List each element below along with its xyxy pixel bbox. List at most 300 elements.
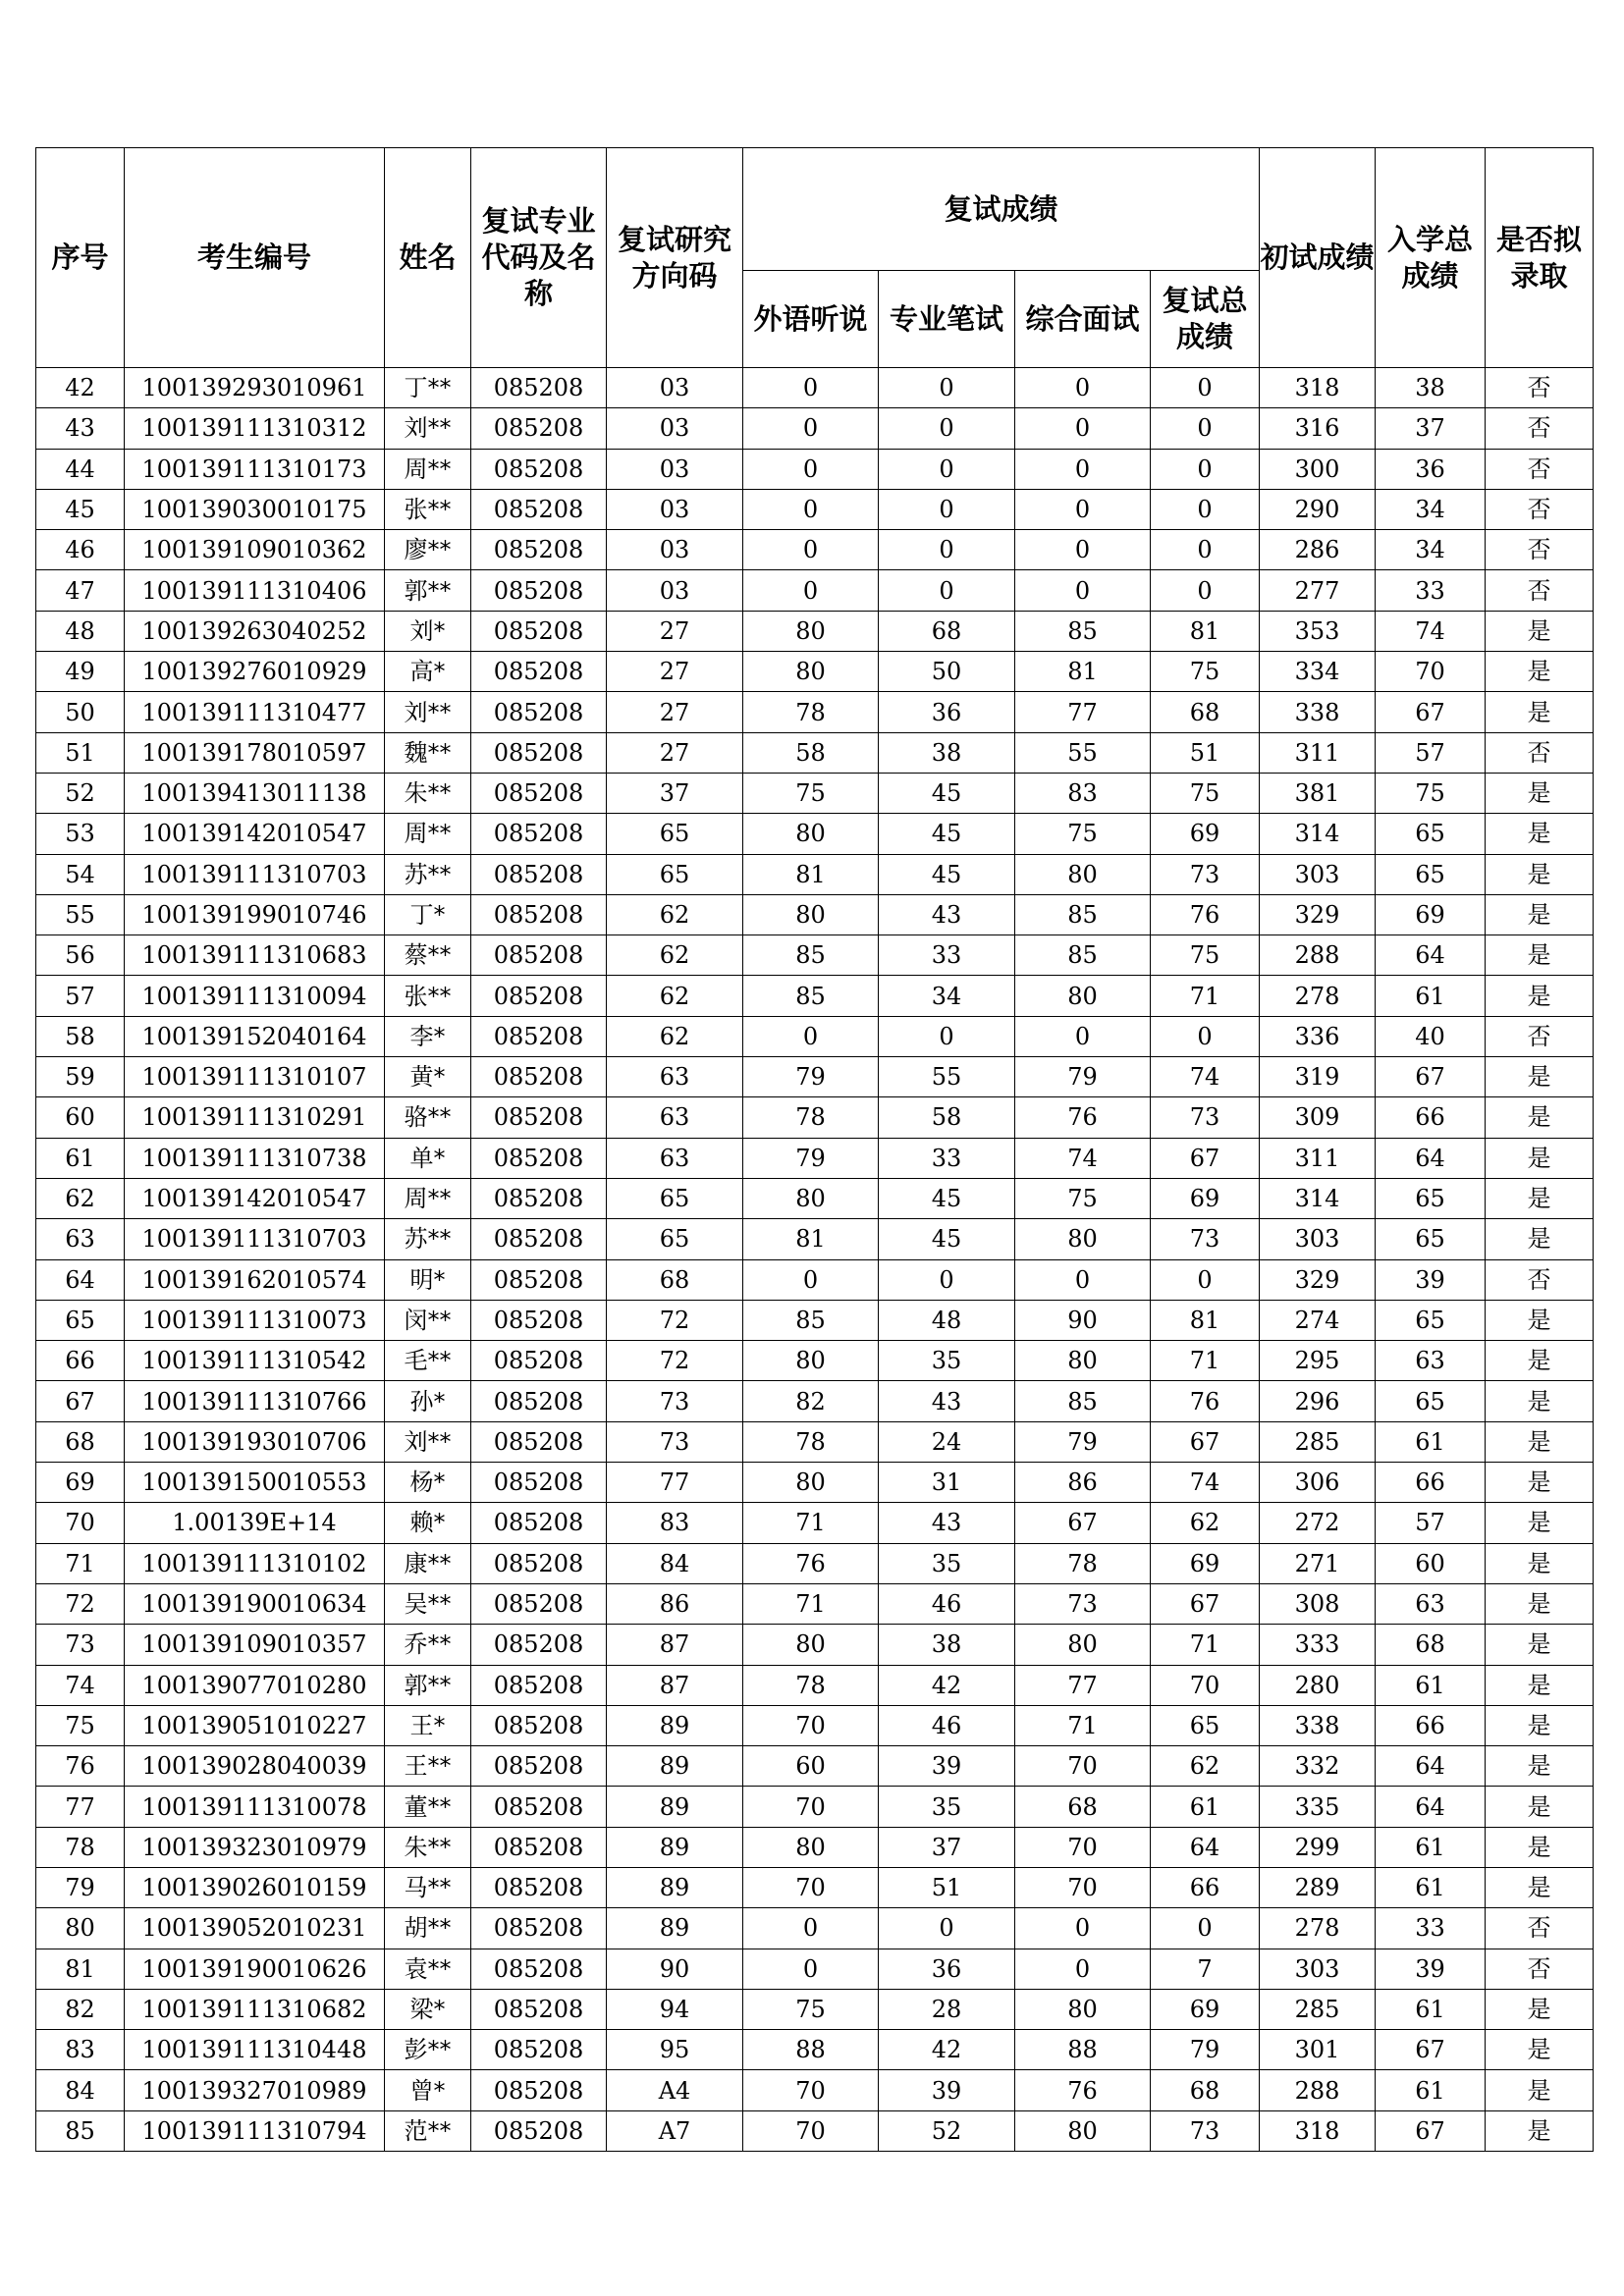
cell-seq: 62 xyxy=(36,1178,125,1218)
cell-admit: 是 xyxy=(1486,894,1594,934)
cell-total-score: 33 xyxy=(1376,570,1486,611)
cell-admit: 是 xyxy=(1486,1097,1594,1138)
cell-retest-total: 69 xyxy=(1151,1543,1260,1583)
cell-retest-total: 73 xyxy=(1151,854,1260,894)
cell-exam-id: 1.00139E+14 xyxy=(125,1503,385,1543)
cell-direction-code: 95 xyxy=(607,2030,743,2070)
cell-seq: 50 xyxy=(36,692,125,732)
table-row xyxy=(36,611,1594,651)
cell-major-code: 085208 xyxy=(471,449,607,489)
cell-admit: 是 xyxy=(1486,1583,1594,1624)
table-row xyxy=(36,854,1594,894)
cell-major-code: 085208 xyxy=(471,814,607,854)
cell-name: 马** xyxy=(385,1867,471,1907)
cell-major-code: 085208 xyxy=(471,1949,607,1989)
cell-name: 董** xyxy=(385,1787,471,1827)
cell-written: 52 xyxy=(879,2110,1015,2151)
cell-written: 33 xyxy=(879,1138,1015,1178)
cell-interview: 76 xyxy=(1015,1097,1151,1138)
cell-major-code: 085208 xyxy=(471,773,607,813)
cell-written: 0 xyxy=(879,570,1015,611)
cell-total-score: 63 xyxy=(1376,1583,1486,1624)
cell-interview: 73 xyxy=(1015,1583,1151,1624)
cell-interview: 81 xyxy=(1015,652,1151,692)
cell-total-score: 39 xyxy=(1376,1259,1486,1300)
cell-direction-code: 62 xyxy=(607,894,743,934)
cell-major-code: 085208 xyxy=(471,1381,607,1421)
cell-written: 35 xyxy=(879,1543,1015,1583)
cell-direction-code: 90 xyxy=(607,1949,743,1989)
cell-seq: 58 xyxy=(36,1016,125,1056)
table-row xyxy=(36,2110,1594,2151)
cell-exam-id: 100139111310703 xyxy=(125,854,385,894)
cell-interview: 0 xyxy=(1015,368,1151,408)
cell-initial-score: 285 xyxy=(1260,1421,1376,1462)
cell-listening: 79 xyxy=(743,1138,879,1178)
cell-interview: 71 xyxy=(1015,1705,1151,1745)
cell-initial-score: 314 xyxy=(1260,1178,1376,1218)
table-row xyxy=(36,368,1594,408)
cell-retest-total: 7 xyxy=(1151,1949,1260,1989)
cell-admit: 是 xyxy=(1486,1178,1594,1218)
cell-written: 43 xyxy=(879,1503,1015,1543)
cell-interview: 0 xyxy=(1015,570,1151,611)
table-row xyxy=(36,1138,1594,1178)
cell-total-score: 65 xyxy=(1376,1219,1486,1259)
table-row xyxy=(36,1867,1594,1907)
cell-major-code: 085208 xyxy=(471,2110,607,2151)
cell-direction-code: 03 xyxy=(607,530,743,570)
cell-seq: 85 xyxy=(36,2110,125,2151)
table-row xyxy=(36,1543,1594,1583)
cell-name: 袁** xyxy=(385,1949,471,1989)
cell-retest-total: 0 xyxy=(1151,1016,1260,1056)
cell-major-code: 085208 xyxy=(471,1259,607,1300)
cell-major-code: 085208 xyxy=(471,652,607,692)
cell-exam-id: 100139323010979 xyxy=(125,1827,385,1867)
cell-listening: 0 xyxy=(743,1016,879,1056)
cell-admit: 是 xyxy=(1486,692,1594,732)
cell-total-score: 64 xyxy=(1376,935,1486,976)
cell-interview: 74 xyxy=(1015,1138,1151,1178)
cell-total-score: 61 xyxy=(1376,2070,1486,2110)
cell-retest-total: 71 xyxy=(1151,976,1260,1016)
cell-listening: 80 xyxy=(743,1827,879,1867)
cell-listening: 70 xyxy=(743,1705,879,1745)
cell-direction-code: 89 xyxy=(607,1787,743,1827)
cell-interview: 80 xyxy=(1015,976,1151,1016)
cell-major-code: 085208 xyxy=(471,1787,607,1827)
cell-direction-code: A7 xyxy=(607,2110,743,2151)
cell-total-score: 60 xyxy=(1376,1543,1486,1583)
cell-seq: 56 xyxy=(36,935,125,976)
cell-direction-code: 77 xyxy=(607,1463,743,1503)
cell-admit: 是 xyxy=(1486,1463,1594,1503)
cell-exam-id: 100139111310291 xyxy=(125,1097,385,1138)
cell-written: 38 xyxy=(879,732,1015,773)
cell-seq: 83 xyxy=(36,2030,125,2070)
cell-total-score: 65 xyxy=(1376,1178,1486,1218)
cell-direction-code: 72 xyxy=(607,1341,743,1381)
header-seq: 序号 xyxy=(36,148,125,368)
table-row xyxy=(36,530,1594,570)
cell-admit: 是 xyxy=(1486,2110,1594,2151)
cell-written: 43 xyxy=(879,1381,1015,1421)
cell-retest-total: 79 xyxy=(1151,2030,1260,2070)
cell-initial-score: 271 xyxy=(1260,1543,1376,1583)
cell-initial-score: 329 xyxy=(1260,1259,1376,1300)
cell-direction-code: 89 xyxy=(607,1908,743,1949)
cell-written: 0 xyxy=(879,530,1015,570)
cell-admit: 是 xyxy=(1486,1138,1594,1178)
cell-name: 朱** xyxy=(385,773,471,813)
cell-initial-score: 333 xyxy=(1260,1625,1376,1665)
cell-exam-id: 100139028040039 xyxy=(125,1746,385,1787)
cell-direction-code: 27 xyxy=(607,692,743,732)
cell-seq: 77 xyxy=(36,1787,125,1827)
table-row xyxy=(36,1097,1594,1138)
table-row xyxy=(36,1016,1594,1056)
cell-major-code: 085208 xyxy=(471,732,607,773)
cell-retest-total: 0 xyxy=(1151,368,1260,408)
cell-exam-id: 100139111310703 xyxy=(125,1219,385,1259)
cell-total-score: 64 xyxy=(1376,1746,1486,1787)
cell-total-score: 57 xyxy=(1376,732,1486,773)
cell-exam-id: 100139293010961 xyxy=(125,368,385,408)
cell-major-code: 085208 xyxy=(471,530,607,570)
cell-name: 闵** xyxy=(385,1300,471,1340)
table-row xyxy=(36,814,1594,854)
cell-direction-code: 87 xyxy=(607,1625,743,1665)
cell-listening: 78 xyxy=(743,1421,879,1462)
cell-major-code: 085208 xyxy=(471,1178,607,1218)
cell-name: 周** xyxy=(385,1178,471,1218)
cell-retest-total: 66 xyxy=(1151,1867,1260,1907)
cell-written: 31 xyxy=(879,1463,1015,1503)
table-row xyxy=(36,652,1594,692)
table-row xyxy=(36,1787,1594,1827)
cell-total-score: 65 xyxy=(1376,1300,1486,1340)
cell-retest-total: 69 xyxy=(1151,814,1260,854)
cell-initial-score: 332 xyxy=(1260,1746,1376,1787)
cell-major-code: 085208 xyxy=(471,570,607,611)
cell-name: 吴** xyxy=(385,1583,471,1624)
cell-exam-id: 100139109010357 xyxy=(125,1625,385,1665)
cell-interview: 75 xyxy=(1015,1178,1151,1218)
cell-major-code: 085208 xyxy=(471,1827,607,1867)
cell-listening: 71 xyxy=(743,1503,879,1543)
cell-name: 梁* xyxy=(385,1989,471,2029)
cell-written: 39 xyxy=(879,2070,1015,2110)
cell-interview: 0 xyxy=(1015,1908,1151,1949)
cell-written: 37 xyxy=(879,1827,1015,1867)
cell-major-code: 085208 xyxy=(471,1583,607,1624)
cell-retest-total: 65 xyxy=(1151,1705,1260,1745)
cell-retest-total: 74 xyxy=(1151,1463,1260,1503)
cell-major-code: 085208 xyxy=(471,1543,607,1583)
cell-name: 刘** xyxy=(385,1421,471,1462)
cell-exam-id: 100139111310766 xyxy=(125,1381,385,1421)
cell-name: 曾* xyxy=(385,2070,471,2110)
cell-listening: 88 xyxy=(743,2030,879,2070)
cell-interview: 85 xyxy=(1015,935,1151,976)
cell-retest-total: 71 xyxy=(1151,1625,1260,1665)
cell-seq: 47 xyxy=(36,570,125,611)
cell-name: 范** xyxy=(385,2110,471,2151)
cell-total-score: 65 xyxy=(1376,1381,1486,1421)
cell-exam-id: 100139111310094 xyxy=(125,976,385,1016)
cell-retest-total: 75 xyxy=(1151,773,1260,813)
cell-listening: 80 xyxy=(743,1341,879,1381)
cell-major-code: 085208 xyxy=(471,1421,607,1462)
cell-direction-code: 27 xyxy=(607,732,743,773)
cell-exam-id: 100139111310173 xyxy=(125,449,385,489)
cell-written: 0 xyxy=(879,1016,1015,1056)
cell-major-code: 085208 xyxy=(471,1341,607,1381)
cell-retest-total: 70 xyxy=(1151,1665,1260,1705)
cell-total-score: 61 xyxy=(1376,1665,1486,1705)
cell-total-score: 75 xyxy=(1376,773,1486,813)
cell-initial-score: 316 xyxy=(1260,408,1376,449)
cell-written: 0 xyxy=(879,1259,1015,1300)
cell-initial-score: 381 xyxy=(1260,773,1376,813)
table-row xyxy=(36,449,1594,489)
cell-admit: 否 xyxy=(1486,449,1594,489)
table-row xyxy=(36,1341,1594,1381)
cell-major-code: 085208 xyxy=(471,1705,607,1745)
cell-total-score: 67 xyxy=(1376,1057,1486,1097)
cell-name: 蔡** xyxy=(385,935,471,976)
cell-initial-score: 288 xyxy=(1260,2070,1376,2110)
cell-seq: 44 xyxy=(36,449,125,489)
cell-listening: 80 xyxy=(743,894,879,934)
cell-name: 明* xyxy=(385,1259,471,1300)
cell-seq: 65 xyxy=(36,1300,125,1340)
table-row xyxy=(36,1827,1594,1867)
cell-admit: 是 xyxy=(1486,1827,1594,1867)
cell-admit: 是 xyxy=(1486,1867,1594,1907)
table-row xyxy=(36,1421,1594,1462)
cell-exam-id: 100139111310078 xyxy=(125,1787,385,1827)
cell-major-code: 085208 xyxy=(471,692,607,732)
cell-total-score: 66 xyxy=(1376,1705,1486,1745)
cell-direction-code: A4 xyxy=(607,2070,743,2110)
cell-direction-code: 73 xyxy=(607,1421,743,1462)
cell-written: 36 xyxy=(879,692,1015,732)
header-direction-code: 复试研究方向码 xyxy=(607,148,743,368)
table-row xyxy=(36,1705,1594,1745)
cell-listening: 80 xyxy=(743,652,879,692)
cell-admit: 是 xyxy=(1486,1057,1594,1097)
table-row xyxy=(36,1583,1594,1624)
table-row xyxy=(36,773,1594,813)
cell-interview: 90 xyxy=(1015,1300,1151,1340)
table-row xyxy=(36,1300,1594,1340)
cell-name: 魏** xyxy=(385,732,471,773)
cell-seq: 67 xyxy=(36,1381,125,1421)
cell-retest-total: 67 xyxy=(1151,1583,1260,1624)
cell-retest-total: 0 xyxy=(1151,530,1260,570)
cell-name: 王* xyxy=(385,1705,471,1745)
cell-admit: 是 xyxy=(1486,611,1594,651)
cell-seq: 53 xyxy=(36,814,125,854)
cell-total-score: 34 xyxy=(1376,530,1486,570)
cell-total-score: 57 xyxy=(1376,1503,1486,1543)
cell-seq: 55 xyxy=(36,894,125,934)
cell-written: 55 xyxy=(879,1057,1015,1097)
table-row xyxy=(36,894,1594,934)
cell-written: 45 xyxy=(879,1219,1015,1259)
cell-major-code: 085208 xyxy=(471,1665,607,1705)
cell-name: 刘** xyxy=(385,408,471,449)
cell-listening: 70 xyxy=(743,2070,879,2110)
cell-interview: 79 xyxy=(1015,1421,1151,1462)
cell-retest-total: 75 xyxy=(1151,652,1260,692)
header-written: 专业笔试 xyxy=(879,271,1015,368)
cell-initial-score: 278 xyxy=(1260,976,1376,1016)
cell-major-code: 085208 xyxy=(471,1746,607,1787)
cell-listening: 0 xyxy=(743,1949,879,1989)
table-row xyxy=(36,732,1594,773)
cell-exam-id: 100139150010553 xyxy=(125,1463,385,1503)
cell-initial-score: 311 xyxy=(1260,732,1376,773)
cell-major-code: 085208 xyxy=(471,489,607,529)
cell-major-code: 085208 xyxy=(471,1463,607,1503)
cell-name: 刘* xyxy=(385,611,471,651)
cell-listening: 70 xyxy=(743,1867,879,1907)
cell-direction-code: 63 xyxy=(607,1097,743,1138)
cell-seq: 78 xyxy=(36,1827,125,1867)
cell-initial-score: 329 xyxy=(1260,894,1376,934)
cell-direction-code: 84 xyxy=(607,1543,743,1583)
cell-interview: 0 xyxy=(1015,449,1151,489)
cell-retest-total: 0 xyxy=(1151,449,1260,489)
cell-total-score: 66 xyxy=(1376,1463,1486,1503)
cell-total-score: 69 xyxy=(1376,894,1486,934)
header-major-code: 复试专业代码及名称 xyxy=(471,148,607,368)
cell-admit: 是 xyxy=(1486,1705,1594,1745)
cell-initial-score: 309 xyxy=(1260,1097,1376,1138)
cell-interview: 85 xyxy=(1015,611,1151,651)
cell-listening: 70 xyxy=(743,2110,879,2151)
cell-name: 周** xyxy=(385,814,471,854)
cell-initial-score: 338 xyxy=(1260,692,1376,732)
cell-interview: 0 xyxy=(1015,530,1151,570)
cell-listening: 0 xyxy=(743,570,879,611)
cell-admit: 是 xyxy=(1486,1543,1594,1583)
table-row xyxy=(36,1503,1594,1543)
cell-retest-total: 74 xyxy=(1151,1057,1260,1097)
cell-seq: 52 xyxy=(36,773,125,813)
cell-initial-score: 338 xyxy=(1260,1705,1376,1745)
cell-admit: 是 xyxy=(1486,1746,1594,1787)
cell-major-code: 085208 xyxy=(471,1300,607,1340)
cell-direction-code: 72 xyxy=(607,1300,743,1340)
cell-exam-id: 100139077010280 xyxy=(125,1665,385,1705)
cell-seq: 75 xyxy=(36,1705,125,1745)
cell-admit: 是 xyxy=(1486,1421,1594,1462)
cell-admit: 是 xyxy=(1486,935,1594,976)
cell-name: 单* xyxy=(385,1138,471,1178)
cell-exam-id: 100139109010362 xyxy=(125,530,385,570)
cell-exam-id: 100139111310073 xyxy=(125,1300,385,1340)
cell-exam-id: 100139111310542 xyxy=(125,1341,385,1381)
cell-admit: 是 xyxy=(1486,814,1594,854)
cell-exam-id: 100139111310794 xyxy=(125,2110,385,2151)
cell-major-code: 085208 xyxy=(471,1138,607,1178)
cell-total-score: 61 xyxy=(1376,976,1486,1016)
cell-initial-score: 289 xyxy=(1260,1867,1376,1907)
cell-total-score: 36 xyxy=(1376,449,1486,489)
cell-listening: 71 xyxy=(743,1583,879,1624)
cell-interview: 80 xyxy=(1015,1341,1151,1381)
cell-interview: 80 xyxy=(1015,1625,1151,1665)
cell-initial-score: 300 xyxy=(1260,449,1376,489)
cell-major-code: 085208 xyxy=(471,1625,607,1665)
cell-retest-total: 71 xyxy=(1151,1341,1260,1381)
cell-interview: 85 xyxy=(1015,1381,1151,1421)
table-row xyxy=(36,976,1594,1016)
cell-written: 46 xyxy=(879,1583,1015,1624)
cell-written: 45 xyxy=(879,1178,1015,1218)
cell-total-score: 63 xyxy=(1376,1341,1486,1381)
cell-written: 45 xyxy=(879,814,1015,854)
cell-exam-id: 100139111310406 xyxy=(125,570,385,611)
cell-major-code: 085208 xyxy=(471,1219,607,1259)
cell-admit: 是 xyxy=(1486,1503,1594,1543)
cell-listening: 0 xyxy=(743,368,879,408)
cell-retest-total: 67 xyxy=(1151,1138,1260,1178)
cell-total-score: 66 xyxy=(1376,1097,1486,1138)
cell-interview: 55 xyxy=(1015,732,1151,773)
cell-exam-id: 100139111310738 xyxy=(125,1138,385,1178)
cell-exam-id: 100139030010175 xyxy=(125,489,385,529)
cell-initial-score: 288 xyxy=(1260,935,1376,976)
cell-seq: 42 xyxy=(36,368,125,408)
cell-retest-total: 76 xyxy=(1151,894,1260,934)
cell-retest-total: 0 xyxy=(1151,570,1260,611)
table-row xyxy=(36,1949,1594,1989)
cell-listening: 0 xyxy=(743,489,879,529)
cell-total-score: 65 xyxy=(1376,814,1486,854)
header-initial-score: 初试成绩 xyxy=(1260,148,1376,368)
cell-initial-score: 314 xyxy=(1260,814,1376,854)
cell-seq: 57 xyxy=(36,976,125,1016)
table-row xyxy=(36,570,1594,611)
cell-seq: 66 xyxy=(36,1341,125,1381)
cell-exam-id: 100139413011138 xyxy=(125,773,385,813)
cell-direction-code: 27 xyxy=(607,611,743,651)
cell-interview: 0 xyxy=(1015,408,1151,449)
table-row xyxy=(36,1989,1594,2029)
cell-major-code: 085208 xyxy=(471,368,607,408)
cell-major-code: 085208 xyxy=(471,854,607,894)
cell-major-code: 085208 xyxy=(471,1057,607,1097)
cell-name: 郭** xyxy=(385,570,471,611)
cell-written: 38 xyxy=(879,1625,1015,1665)
cell-interview: 79 xyxy=(1015,1057,1151,1097)
cell-direction-code: 83 xyxy=(607,1503,743,1543)
cell-admit: 否 xyxy=(1486,1016,1594,1056)
cell-total-score: 68 xyxy=(1376,1625,1486,1665)
cell-interview: 77 xyxy=(1015,692,1151,732)
cell-total-score: 37 xyxy=(1376,408,1486,449)
cell-direction-code: 65 xyxy=(607,854,743,894)
table-row xyxy=(36,1178,1594,1218)
cell-listening: 76 xyxy=(743,1543,879,1583)
table-row xyxy=(36,1463,1594,1503)
cell-written: 33 xyxy=(879,935,1015,976)
